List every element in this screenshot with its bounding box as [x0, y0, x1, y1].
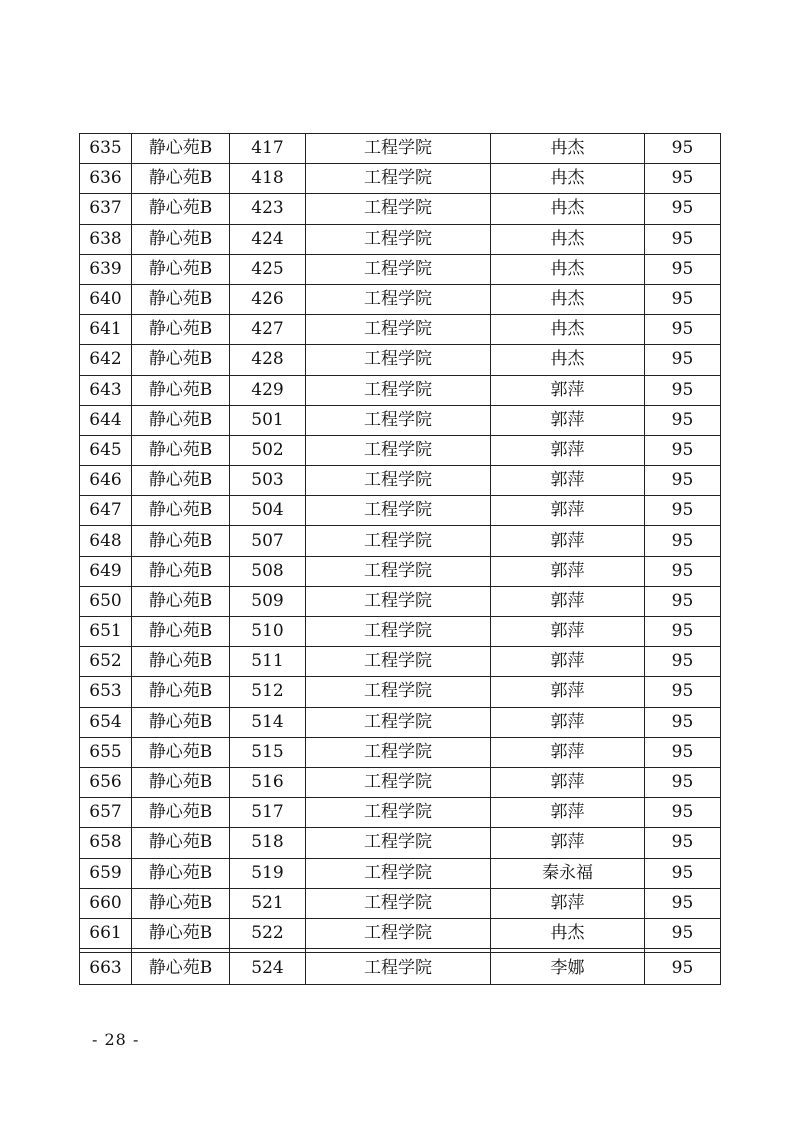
- room-cell: 516: [230, 767, 306, 797]
- building-cell: 静心苑B: [132, 556, 230, 586]
- person-cell: 李娜: [491, 953, 645, 985]
- table-row: [80, 677, 721, 707]
- score-cell: 95: [645, 315, 721, 345]
- score-cell: 95: [645, 556, 721, 586]
- table-row: [80, 828, 721, 858]
- person-cell: 冉杰: [491, 224, 645, 254]
- room-cell: 503: [230, 466, 306, 496]
- building-cell: 静心苑B: [132, 375, 230, 405]
- score-cell: 95: [645, 828, 721, 858]
- table-row: [80, 737, 721, 767]
- room-cell: 521: [230, 888, 306, 918]
- score-cell: 95: [645, 737, 721, 767]
- building-cell: 静心苑B: [132, 194, 230, 224]
- college-cell: 工程学院: [306, 315, 491, 345]
- score-cell: 95: [645, 918, 721, 948]
- score-cell: 95: [645, 586, 721, 616]
- row-number-cell: 647: [80, 496, 132, 526]
- person-cell: 郭萍: [491, 526, 645, 556]
- room-cell: 507: [230, 526, 306, 556]
- person-cell: 郭萍: [491, 586, 645, 616]
- row-number-cell: 655: [80, 737, 132, 767]
- person-cell: 郭萍: [491, 888, 645, 918]
- college-cell: 工程学院: [306, 677, 491, 707]
- room-cell: 502: [230, 435, 306, 465]
- college-cell: 工程学院: [306, 134, 491, 164]
- table-body: [80, 134, 721, 985]
- score-cell: 95: [645, 707, 721, 737]
- score-cell: 95: [645, 405, 721, 435]
- row-number-cell: 644: [80, 405, 132, 435]
- building-cell: 静心苑B: [132, 828, 230, 858]
- score-cell: 95: [645, 496, 721, 526]
- room-cell: 517: [230, 798, 306, 828]
- row-number-cell: 658: [80, 828, 132, 858]
- college-cell: 工程学院: [306, 953, 491, 985]
- row-number-cell: 637: [80, 194, 132, 224]
- table-row: [80, 496, 721, 526]
- college-cell: 工程学院: [306, 737, 491, 767]
- dormitory-score-table: [79, 133, 721, 985]
- table-row: [80, 858, 721, 888]
- building-cell: 静心苑B: [132, 918, 230, 948]
- row-number-cell: 648: [80, 526, 132, 556]
- table-row: [80, 224, 721, 254]
- score-cell: 95: [645, 254, 721, 284]
- row-number-cell: 646: [80, 466, 132, 496]
- college-cell: 工程学院: [306, 466, 491, 496]
- score-cell: 95: [645, 647, 721, 677]
- row-number-cell: 645: [80, 435, 132, 465]
- college-cell: 工程学院: [306, 586, 491, 616]
- table-row: [80, 254, 721, 284]
- table-row: [80, 918, 721, 948]
- college-cell: 工程学院: [306, 224, 491, 254]
- score-cell: 95: [645, 526, 721, 556]
- building-cell: 静心苑B: [132, 315, 230, 345]
- college-cell: 工程学院: [306, 617, 491, 647]
- table-row: [80, 375, 721, 405]
- college-cell: 工程学院: [306, 707, 491, 737]
- person-cell: 郭萍: [491, 798, 645, 828]
- room-cell: 514: [230, 707, 306, 737]
- building-cell: 静心苑B: [132, 224, 230, 254]
- row-number-cell: 642: [80, 345, 132, 375]
- person-cell: 郭萍: [491, 375, 645, 405]
- college-cell: 工程学院: [306, 375, 491, 405]
- score-cell: 95: [645, 617, 721, 647]
- table-row: [80, 586, 721, 616]
- building-cell: 静心苑B: [132, 953, 230, 985]
- college-cell: 工程学院: [306, 828, 491, 858]
- row-number-cell: 656: [80, 767, 132, 797]
- score-cell: 95: [645, 134, 721, 164]
- score-cell: 95: [645, 466, 721, 496]
- room-cell: 508: [230, 556, 306, 586]
- room-cell: 515: [230, 737, 306, 767]
- score-cell: 95: [645, 798, 721, 828]
- person-cell: 郭萍: [491, 767, 645, 797]
- person-cell: 郭萍: [491, 677, 645, 707]
- room-cell: 519: [230, 858, 306, 888]
- college-cell: 工程学院: [306, 284, 491, 314]
- building-cell: 静心苑B: [132, 677, 230, 707]
- person-cell: 冉杰: [491, 164, 645, 194]
- college-cell: 工程学院: [306, 254, 491, 284]
- college-cell: 工程学院: [306, 556, 491, 586]
- table-row: [80, 767, 721, 797]
- room-cell: 510: [230, 617, 306, 647]
- person-cell: 冉杰: [491, 254, 645, 284]
- score-cell: 95: [645, 435, 721, 465]
- table-row: [80, 526, 721, 556]
- row-number-cell: 657: [80, 798, 132, 828]
- person-cell: 冉杰: [491, 194, 645, 224]
- score-cell: 95: [645, 677, 721, 707]
- building-cell: 静心苑B: [132, 798, 230, 828]
- row-number-cell: 640: [80, 284, 132, 314]
- person-cell: 秦永福: [491, 858, 645, 888]
- score-cell: 95: [645, 375, 721, 405]
- college-cell: 工程学院: [306, 858, 491, 888]
- row-number-cell: 663: [80, 953, 132, 985]
- room-cell: 428: [230, 345, 306, 375]
- person-cell: 冉杰: [491, 284, 645, 314]
- person-cell: 郭萍: [491, 828, 645, 858]
- building-cell: 静心苑B: [132, 767, 230, 797]
- room-cell: 423: [230, 194, 306, 224]
- table-row: [80, 556, 721, 586]
- row-number-cell: 659: [80, 858, 132, 888]
- score-cell: 95: [645, 888, 721, 918]
- score-cell: 95: [645, 164, 721, 194]
- table-row: [80, 164, 721, 194]
- college-cell: 工程学院: [306, 767, 491, 797]
- row-number-cell: 649: [80, 556, 132, 586]
- row-number-cell: 636: [80, 164, 132, 194]
- room-cell: 524: [230, 953, 306, 985]
- table-row: [80, 953, 721, 985]
- table-row: [80, 134, 721, 164]
- row-number-cell: 661: [80, 918, 132, 948]
- person-cell: 郭萍: [491, 496, 645, 526]
- table-row: [80, 466, 721, 496]
- building-cell: 静心苑B: [132, 888, 230, 918]
- building-cell: 静心苑B: [132, 466, 230, 496]
- person-cell: 郭萍: [491, 405, 645, 435]
- score-cell: 95: [645, 224, 721, 254]
- person-cell: 冉杰: [491, 315, 645, 345]
- college-cell: 工程学院: [306, 496, 491, 526]
- row-number-cell: 638: [80, 224, 132, 254]
- building-cell: 静心苑B: [132, 405, 230, 435]
- score-cell: 95: [645, 345, 721, 375]
- score-cell: 95: [645, 284, 721, 314]
- building-cell: 静心苑B: [132, 858, 230, 888]
- table-row: [80, 315, 721, 345]
- building-cell: 静心苑B: [132, 284, 230, 314]
- room-cell: 511: [230, 647, 306, 677]
- college-cell: 工程学院: [306, 435, 491, 465]
- room-cell: 504: [230, 496, 306, 526]
- college-cell: 工程学院: [306, 647, 491, 677]
- person-cell: 郭萍: [491, 617, 645, 647]
- room-cell: 518: [230, 828, 306, 858]
- college-cell: 工程学院: [306, 888, 491, 918]
- score-cell: 95: [645, 953, 721, 985]
- room-cell: 418: [230, 164, 306, 194]
- building-cell: 静心苑B: [132, 617, 230, 647]
- person-cell: 郭萍: [491, 737, 645, 767]
- table-row: [80, 284, 721, 314]
- table-row: [80, 888, 721, 918]
- building-cell: 静心苑B: [132, 707, 230, 737]
- table-row: [80, 707, 721, 737]
- row-number-cell: 652: [80, 647, 132, 677]
- building-cell: 静心苑B: [132, 254, 230, 284]
- table-row: [80, 798, 721, 828]
- person-cell: 郭萍: [491, 647, 645, 677]
- table-row: [80, 194, 721, 224]
- page-number: - 28 -: [92, 1030, 140, 1049]
- college-cell: 工程学院: [306, 345, 491, 375]
- building-cell: 静心苑B: [132, 496, 230, 526]
- table-row: [80, 405, 721, 435]
- person-cell: 郭萍: [491, 466, 645, 496]
- row-number-cell: 639: [80, 254, 132, 284]
- row-number-cell: 651: [80, 617, 132, 647]
- row-number-cell: 654: [80, 707, 132, 737]
- table-row: [80, 435, 721, 465]
- person-cell: 郭萍: [491, 707, 645, 737]
- room-cell: 427: [230, 315, 306, 345]
- room-cell: 429: [230, 375, 306, 405]
- room-cell: 522: [230, 918, 306, 948]
- row-number-cell: 653: [80, 677, 132, 707]
- row-number-cell: 641: [80, 315, 132, 345]
- college-cell: 工程学院: [306, 164, 491, 194]
- room-cell: 424: [230, 224, 306, 254]
- building-cell: 静心苑B: [132, 526, 230, 556]
- room-cell: 425: [230, 254, 306, 284]
- college-cell: 工程学院: [306, 194, 491, 224]
- row-number-cell: 643: [80, 375, 132, 405]
- building-cell: 静心苑B: [132, 737, 230, 767]
- row-number-cell: 650: [80, 586, 132, 616]
- building-cell: 静心苑B: [132, 164, 230, 194]
- person-cell: 冉杰: [491, 345, 645, 375]
- room-cell: 426: [230, 284, 306, 314]
- score-cell: 95: [645, 858, 721, 888]
- person-cell: 郭萍: [491, 556, 645, 586]
- building-cell: 静心苑B: [132, 586, 230, 616]
- college-cell: 工程学院: [306, 405, 491, 435]
- building-cell: 静心苑B: [132, 345, 230, 375]
- score-cell: 95: [645, 767, 721, 797]
- college-cell: 工程学院: [306, 918, 491, 948]
- score-cell: 95: [645, 194, 721, 224]
- table-row: [80, 617, 721, 647]
- building-cell: 静心苑B: [132, 134, 230, 164]
- building-cell: 静心苑B: [132, 435, 230, 465]
- college-cell: 工程学院: [306, 526, 491, 556]
- row-number-cell: 660: [80, 888, 132, 918]
- table-row: [80, 647, 721, 677]
- person-cell: 郭萍: [491, 435, 645, 465]
- room-cell: 501: [230, 405, 306, 435]
- table-row: [80, 345, 721, 375]
- row-number-cell: 635: [80, 134, 132, 164]
- room-cell: 509: [230, 586, 306, 616]
- building-cell: 静心苑B: [132, 647, 230, 677]
- room-cell: 417: [230, 134, 306, 164]
- person-cell: 冉杰: [491, 134, 645, 164]
- college-cell: 工程学院: [306, 798, 491, 828]
- person-cell: 冉杰: [491, 918, 645, 948]
- room-cell: 512: [230, 677, 306, 707]
